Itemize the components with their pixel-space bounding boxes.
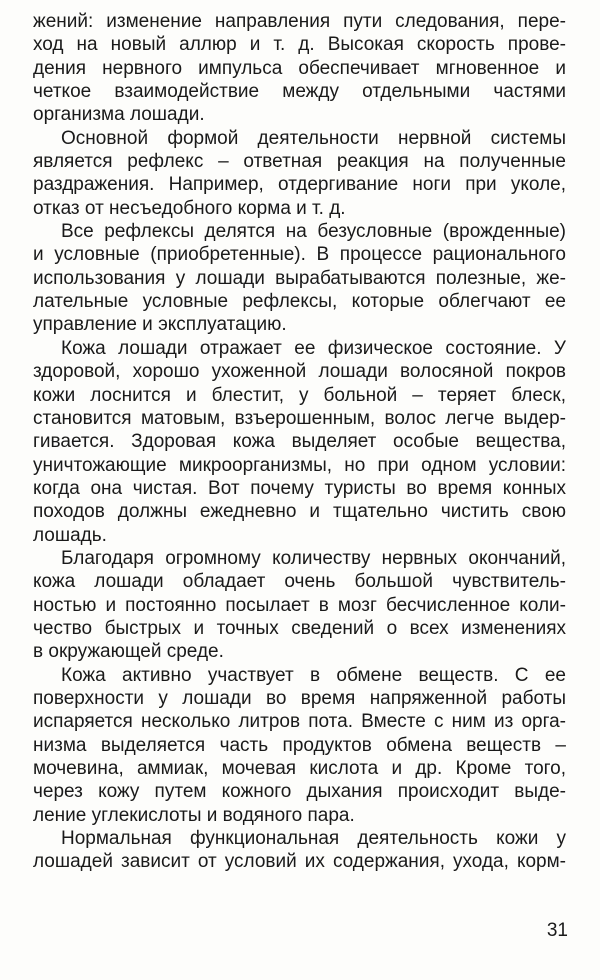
text-line: гивается. Здоровая кожа выделяет особые вещества, — [33, 431, 566, 453]
text-line: управление и эксплуатацию. — [33, 314, 287, 336]
text-line: кожа лошади обладает очень большой чувствитель- — [33, 571, 566, 593]
text-line: мочевина, аммиак, мочевая кислота и др. Кроме того, — [33, 758, 566, 779]
text-line: испаряется несколько литров пота. Вместе с ним из орга- — [33, 711, 566, 733]
text-line: ление углекислоты и водяного пара. — [33, 804, 355, 826]
text-line: Основной формой деятельности нервной системы — [61, 127, 566, 149]
text-line: здоровой, хорошо ухоженной лошади волосяной покров — [33, 361, 566, 383]
text-line: Кожа лошади отражает ее физическое состояние. У — [61, 337, 566, 359]
text-line: уничтожающие микроорганизмы, но при одном условии: — [33, 454, 566, 476]
text-line: и условные (приобретенные). В процессе рационального — [33, 244, 566, 266]
text-line: четкое взаимодействие между отдельными частями — [33, 81, 566, 103]
paragraph — [33, 220, 566, 337]
text-line: ход на новый аллюр и т. д. Высокая скорость прове- — [33, 34, 566, 56]
text-line: лошадей зависит от условий их содержания, ухода, корм- — [33, 851, 566, 873]
text-line: Благодаря огромному количеству нервных окончаний, — [61, 547, 566, 569]
text-line: когда она чистая. Вот почему туристы во время конных — [33, 477, 566, 499]
text-line: является рефлекс – ответная реакция на полученные — [33, 151, 566, 173]
text-line: Нормальная функциональная деятельность кожи у — [61, 828, 566, 850]
text-line: становится матовым, взъерошенным, волос легче выдер- — [33, 407, 566, 429]
text-line: в окружающей среде. — [33, 641, 224, 663]
text-line: дения нервного импульса обеспечивает мгновенное и — [33, 57, 566, 79]
paragraph — [33, 337, 566, 547]
paragraph — [33, 547, 566, 664]
text-line: кожи лоснится и блестит, у больной – теряет блеск, — [33, 384, 566, 406]
text-line: отказ от несъедобного корма и т. д. — [33, 197, 346, 219]
paragraph — [33, 127, 566, 220]
text-line: организма лошади. — [33, 104, 205, 126]
text-line: Кожа активно участвует в обмене веществ. С ее — [61, 664, 566, 686]
text-line: жений: изменение направления пути следования, пере- — [33, 11, 566, 32]
text-line: раздражения. Например, отдергивание ноги при уколе, — [33, 174, 566, 196]
text-line: через кожу путем кожного дыхания происходит выде- — [33, 781, 566, 803]
text-line: низма выделяется часть продуктов обмена веществ – — [33, 734, 566, 756]
text-line: ностью и постоянно посылает в мозг бесчисленное коли- — [33, 594, 566, 616]
text-line: поверхности у лошади во время напряженной работы — [33, 687, 566, 709]
text-line: походов должны ежедневно и тщательно чистить свою — [33, 501, 566, 523]
text-line: лошадь. — [33, 524, 107, 546]
text-line: Все рефлексы делятся на безусловные (врожденные) — [61, 221, 566, 243]
text-line: лательные условные рефлексы, которые облегчают ее — [33, 291, 566, 313]
text-line: использования у лошади вырабатываются полезные, же- — [33, 267, 566, 289]
page-number: 31 — [546, 920, 568, 941]
paragraph — [33, 10, 566, 127]
paragraph — [33, 827, 566, 874]
paragraph — [33, 664, 566, 827]
text-line: чество быстрых и точных сведений о всех изменениях — [33, 617, 566, 639]
body-text — [33, 10, 566, 874]
